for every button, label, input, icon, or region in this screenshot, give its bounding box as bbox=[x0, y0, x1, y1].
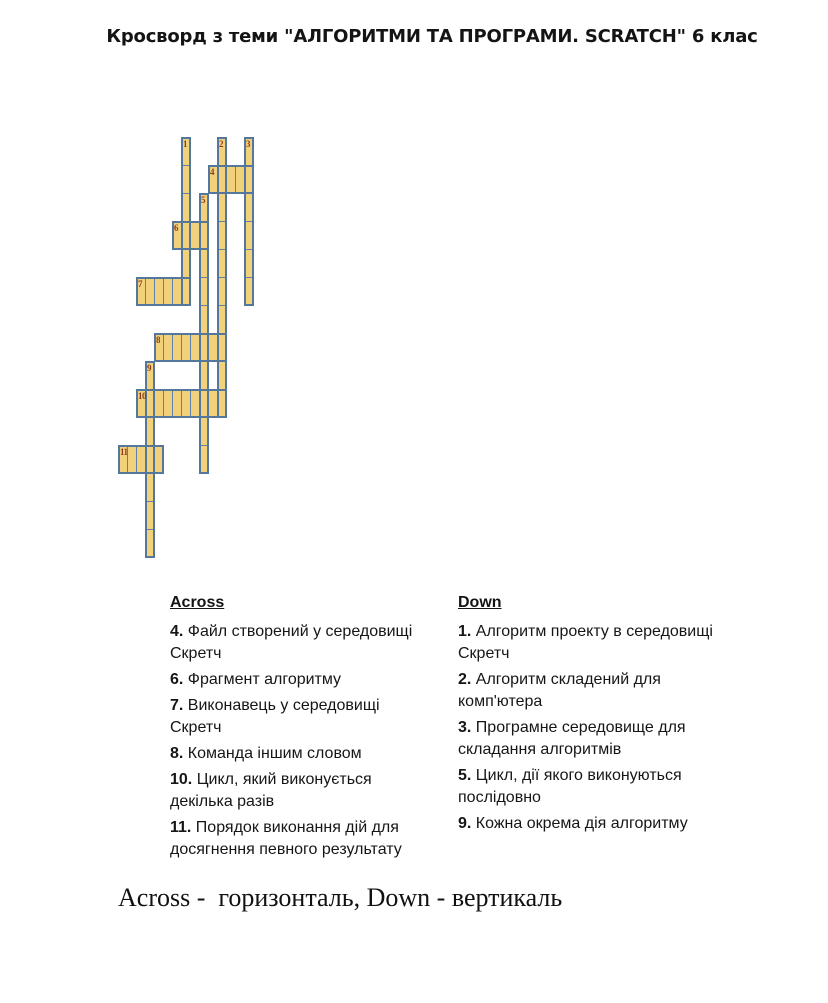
crossword-cell bbox=[190, 333, 200, 362]
down-clue-list bbox=[458, 621, 738, 835]
crossword-cell bbox=[181, 277, 191, 306]
clue-item bbox=[170, 743, 432, 765]
clue-item bbox=[458, 813, 738, 835]
clue-number: 6. bbox=[170, 671, 184, 688]
crossword-cell bbox=[217, 305, 227, 334]
clue-text: Фрагмент алгоритму bbox=[183, 671, 342, 688]
crossword-cell bbox=[145, 501, 155, 530]
crossword-cell bbox=[190, 389, 200, 418]
crossword-number: 2 bbox=[219, 139, 223, 149]
crossword-cell bbox=[244, 165, 254, 194]
crossword-number: 1 bbox=[183, 139, 187, 149]
down-heading: Down bbox=[458, 594, 502, 611]
crossword-cell bbox=[217, 249, 227, 278]
clue-text: Команда іншим словом bbox=[183, 745, 362, 762]
clue-item bbox=[170, 621, 432, 665]
crossword-cell bbox=[217, 333, 227, 362]
crossword-number: 4 bbox=[210, 167, 214, 177]
clue-item bbox=[170, 669, 432, 691]
across-clue-list bbox=[170, 621, 432, 861]
clue-item bbox=[170, 817, 432, 861]
crossword-cell bbox=[217, 277, 227, 306]
crossword-cell bbox=[199, 417, 209, 446]
crossword-cell bbox=[199, 277, 209, 306]
crossword-cell bbox=[217, 193, 227, 222]
crossword-cell bbox=[199, 249, 209, 278]
page-title: Кросворд з теми "АЛГОРИТМИ ТА ПРОГРАМИ. SCRATCH" 6 клас bbox=[106, 26, 758, 47]
clue-item bbox=[170, 695, 432, 739]
crossword-cell bbox=[208, 389, 218, 418]
clue-item bbox=[458, 621, 738, 665]
clue-number: 1. bbox=[458, 623, 472, 640]
clue-text: Алгоритм складений для комп'ютера bbox=[458, 671, 661, 710]
clue-item bbox=[458, 717, 738, 761]
crossword-cell bbox=[199, 221, 209, 250]
crossword-number: 7 bbox=[138, 279, 142, 289]
crossword-cell bbox=[136, 445, 146, 474]
clue-text: Кожна окрема дія алгоритму bbox=[471, 815, 688, 832]
clue-item bbox=[170, 769, 432, 813]
clue-number: 11. bbox=[170, 819, 192, 836]
crossword-cell bbox=[181, 165, 191, 194]
clue-text: Програмне середовище для складання алгоритмів bbox=[458, 719, 686, 758]
crossword-cell bbox=[172, 277, 182, 306]
across-heading: Across bbox=[170, 594, 225, 611]
clue-text: Алгоритм проекту в середовищі Скретч bbox=[458, 623, 713, 662]
crossword-cell bbox=[181, 193, 191, 222]
clue-number: 5. bbox=[458, 767, 472, 784]
crossword-number: 9 bbox=[147, 363, 151, 373]
crossword-cell bbox=[145, 417, 155, 446]
crossword-cell bbox=[145, 529, 155, 558]
clue-text: Порядок виконання дій для досягнення певного результату bbox=[170, 819, 402, 858]
clues-across-section bbox=[170, 592, 432, 865]
crossword-cell bbox=[190, 221, 200, 250]
clue-number: 4. bbox=[170, 623, 184, 640]
crossword-cell bbox=[244, 193, 254, 222]
crossword-number: 3 bbox=[246, 139, 250, 149]
crossword-cell bbox=[244, 249, 254, 278]
crossword-cell bbox=[217, 389, 227, 418]
crossword-number: 5 bbox=[201, 195, 205, 205]
clues-down-section bbox=[458, 592, 738, 839]
clue-text: Виконавець у середовищі Скретч bbox=[170, 697, 380, 736]
crossword-number: 6 bbox=[174, 223, 178, 233]
crossword-cell bbox=[208, 333, 218, 362]
crossword-cell bbox=[244, 277, 254, 306]
crossword-cell bbox=[235, 165, 245, 194]
crossword-number: 11 bbox=[120, 447, 128, 457]
crossword-cell bbox=[199, 361, 209, 390]
clue-number: 2. bbox=[458, 671, 472, 688]
crossword-cell bbox=[181, 249, 191, 278]
crossword-cell bbox=[154, 445, 164, 474]
crossword-number: 8 bbox=[156, 335, 160, 345]
clue-number: 8. bbox=[170, 745, 184, 762]
clue-text: Цикл, дії якого виконуються послідовно bbox=[458, 767, 682, 806]
crossword-cell bbox=[217, 221, 227, 250]
clue-item bbox=[458, 765, 738, 809]
clue-number: 10. bbox=[170, 771, 193, 788]
crossword-cell bbox=[199, 305, 209, 334]
clue-number: 7. bbox=[170, 697, 184, 714]
crossword-cell bbox=[244, 221, 254, 250]
clue-number: 3. bbox=[458, 719, 472, 736]
clue-text: Файл створений у середовищі Скретч bbox=[170, 623, 413, 662]
clue-number: 9. bbox=[458, 815, 472, 832]
clue-text: Цикл, який виконується декілька разів bbox=[170, 771, 372, 810]
footer-note: Across - горизонталь, Down - вертикаль bbox=[118, 883, 563, 912]
crossword-cell bbox=[145, 473, 155, 502]
clue-item bbox=[458, 669, 738, 713]
crossword-number: 10 bbox=[138, 391, 146, 401]
crossword-cell bbox=[199, 445, 209, 474]
crossword-cell bbox=[217, 361, 227, 390]
